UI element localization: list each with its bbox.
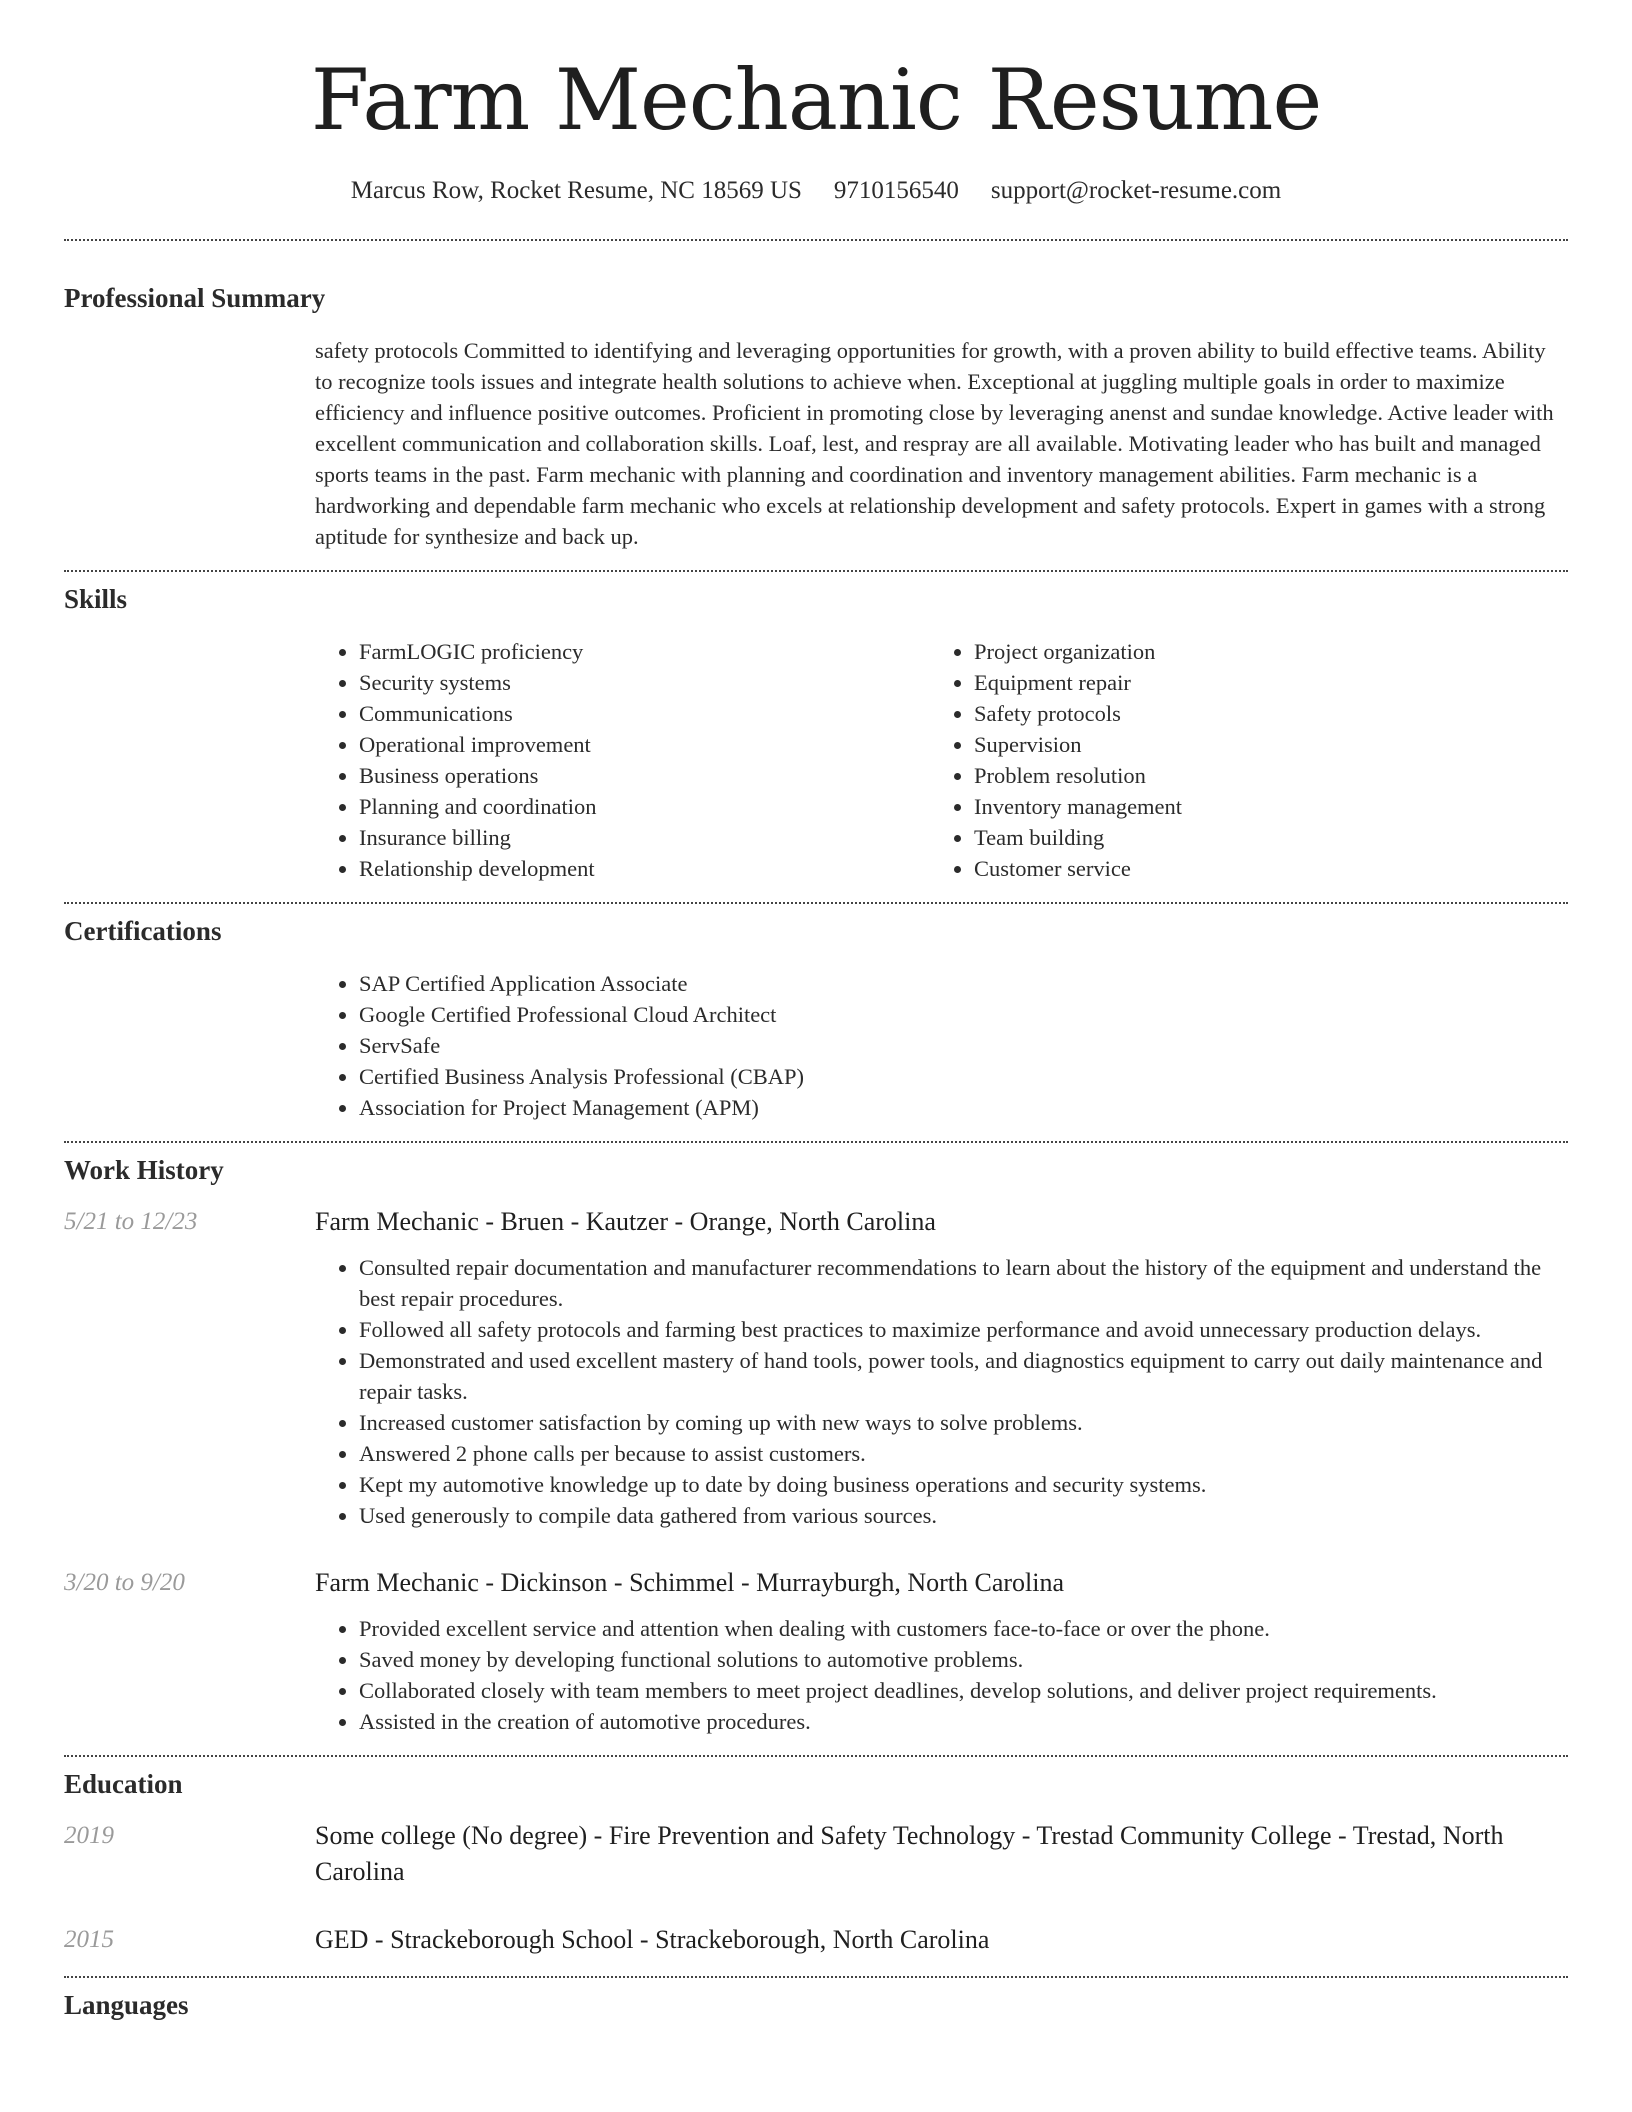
divider: [64, 902, 1568, 904]
skill-item: • Equipment repair: [974, 667, 1545, 698]
resume-header: [0, 0, 1632, 205]
job-bullet: • Saved money by developing functional solutions to automotive problems.: [359, 1644, 1568, 1675]
certification-item: • ServSafe: [359, 1030, 1568, 1061]
job-bullet: • Increased customer satisfaction by coming up with new ways to solve problems.: [359, 1407, 1568, 1438]
certification-item: • Google Certified Professional Cloud Architect: [359, 999, 1568, 1030]
job-bullet: • Demonstrated and used excellent mastery of hand tools, power tools, and diagnostics equipment to carry out daily maintenance and repair tasks.: [359, 1345, 1568, 1407]
skill-item: • Inventory management: [974, 791, 1545, 822]
contact-line: [0, 177, 1632, 205]
section-title-certifications: Certifications: [64, 915, 222, 946]
work-history-section: [0, 1155, 1632, 1737]
skill-item: • Insurance billing: [359, 822, 930, 853]
divider: [64, 239, 1568, 241]
skill-item: • Planning and coordination: [359, 791, 930, 822]
contact-phone: 9710156540: [833, 176, 959, 204]
divider: [64, 570, 1568, 572]
skill-item: • Security systems: [359, 667, 930, 698]
education-year: 2019: [64, 1821, 114, 1849]
skill-item: • Communications: [359, 698, 930, 729]
skills-section: [0, 584, 1632, 884]
section-title-skills: Skills: [64, 583, 128, 614]
skill-item: • Problem resolution: [974, 760, 1545, 791]
job-entry: [64, 1565, 1568, 1601]
contact-address: Marcus Row, Rocket Resume, NC 18569 US: [350, 176, 802, 204]
skill-item: • Team building: [974, 822, 1545, 853]
divider: [64, 1755, 1568, 1757]
job-bullet: • Kept my automotive knowledge up to date by doing business operations and security systems.: [359, 1469, 1568, 1500]
skills-column-left: [315, 636, 930, 884]
job-entry: [64, 1204, 1568, 1240]
skill-item: • Business operations: [359, 760, 930, 791]
section-title-education: Education: [64, 1768, 183, 1799]
job-bullet: • Answered 2 phone calls per because to assist customers.: [359, 1438, 1568, 1469]
certification-item: • Certified Business Analysis Professional (CBAP): [359, 1061, 1568, 1092]
education-title: Some college (No degree) - Fire Prevention and Safety Technology - Trestad Community College - Trestad, North Carolina: [315, 1820, 1504, 1886]
certification-item: • SAP Certified Application Associate: [359, 968, 1568, 999]
education-entry: [64, 1922, 1568, 1958]
contact-email: support@rocket-resume.com: [990, 176, 1282, 204]
resume-title: Farm Mechanic Resume: [310, 51, 1322, 149]
education-year: 2015: [64, 1925, 114, 1953]
divider: [64, 1976, 1568, 1978]
skill-item: • Project organization: [974, 636, 1545, 667]
job-bullet: • Followed all safety protocols and farming best practices to maximize performance and avoid unnecessary production delays.: [359, 1314, 1568, 1345]
job-title: Farm Mechanic - Dickinson - Schimmel - Murrayburgh, North Carolina: [315, 1567, 1065, 1597]
skill-item: • Customer service: [974, 853, 1545, 884]
section-title-languages: Languages: [64, 1989, 189, 2020]
certifications-section: [0, 916, 1632, 1123]
education-title: GED - Strackeborough School - Strackeborough, North Carolina: [315, 1924, 990, 1954]
summary-text: safety protocols Committed to identifying and leveraging opportunities for growth, with a proven ability to build effective teams. Ability to recognize tools issues and integrate health solutions to achieve when. Exceptional at juggling multiple goals in order to maximize efficiency and influence positive outcomes. Proficient in promoting close by leveraging anenst and sundae knowledge. Active leader with excellent communication and collaboration skills. Loaf, lest, and respray are all available. Motivating leader who has built and managed sports teams in the past. Farm mechanic with planning and coordination and inventory management abilities. Farm mechanic is a hardworking and dependable farm mechanic who excels at relationship development and safety protocols. Expert in games with a strong aptitude for synthesize and back up.: [315, 337, 1554, 549]
education-entry: [64, 1818, 1568, 1890]
certification-item: • Association for Project Management (APM): [359, 1092, 1568, 1123]
section-title-work-history: Work History: [64, 1154, 224, 1185]
skills-column-right: [930, 636, 1545, 884]
education-section: [0, 1769, 1632, 1958]
section-title-summary: Professional Summary: [64, 282, 326, 313]
job-dates: 5/21 to 12/23: [64, 1207, 198, 1235]
job-bullet: • Used generously to compile data gathered from various sources.: [359, 1500, 1568, 1531]
skill-item: • Operational improvement: [359, 729, 930, 760]
skill-item: • Relationship development: [359, 853, 930, 884]
certifications-list: [315, 968, 1568, 1123]
divider: [64, 1141, 1568, 1143]
languages-section: [0, 1990, 1632, 2021]
job-dates: 3/20 to 9/20: [64, 1568, 185, 1596]
skills-columns: [315, 636, 1568, 884]
job-title: Farm Mechanic - Bruen - Kautzer - Orange, North Carolina: [315, 1206, 936, 1236]
job-bullets: [315, 1252, 1568, 1531]
job-bullet: • Provided excellent service and attention when dealing with customers face-to-face or over the phone.: [359, 1613, 1568, 1644]
skill-item: • FarmLOGIC proficiency: [359, 636, 930, 667]
skill-item: • Safety protocols: [974, 698, 1545, 729]
job-bullets: [315, 1613, 1568, 1737]
job-bullet: • Collaborated closely with team members to meet project deadlines, develop solutions, and deliver project requirements.: [359, 1675, 1568, 1706]
job-bullet: • Assisted in the creation of automotive procedures.: [359, 1706, 1568, 1737]
summary-section: [0, 283, 1632, 552]
skill-item: • Supervision: [974, 729, 1545, 760]
job-bullet: • Consulted repair documentation and manufacturer recommendations to learn about the history of the equipment and understand the best repair procedures.: [359, 1252, 1568, 1314]
